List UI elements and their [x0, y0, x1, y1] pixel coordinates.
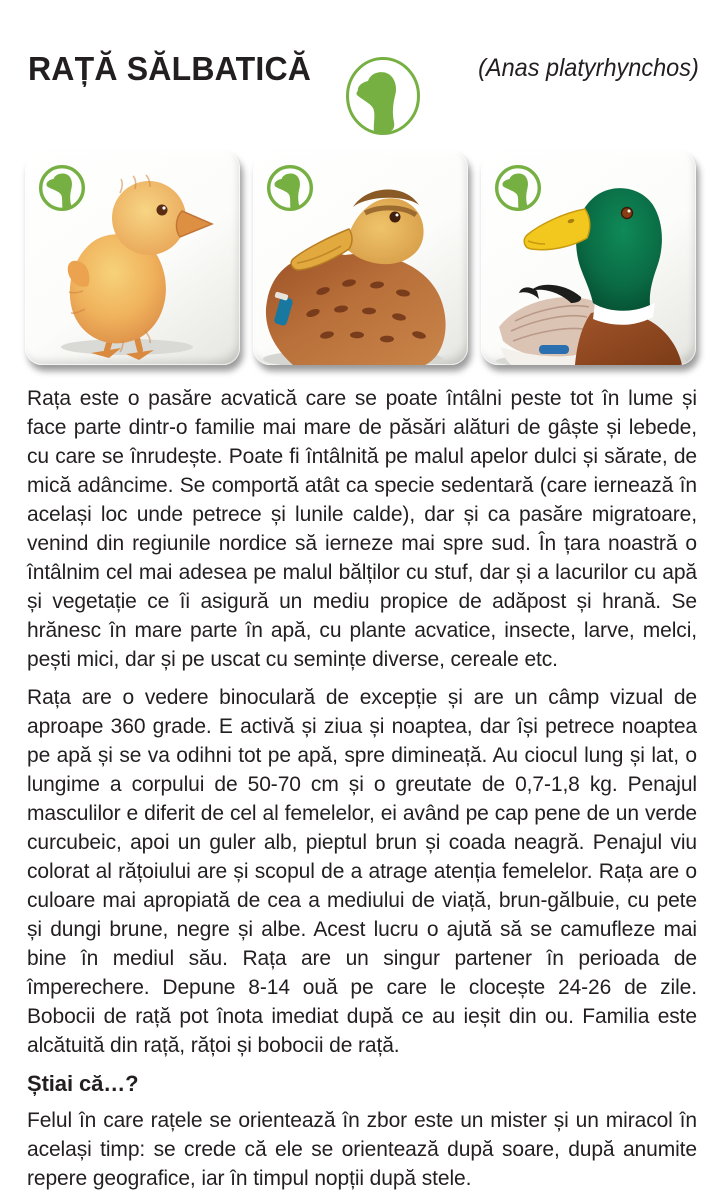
- duck-head-icon: [493, 163, 543, 213]
- did-you-know-heading: Știai că…?: [27, 1071, 139, 1096]
- body-paragraph: Rața este o pasăre acvatică care se poate întâlni peste tot în lume și face parte dintr-o familie mai mare de păsări alături de gâște și lebede, cu care se înrudește. Poate fi întâlnită pe malul apelor dulci și sărate, de mică adâncime. Se comportă atât ca specie sedentară (care iernează în același loc unde petrece și lunile calde), dar și ca pasăre migratoare, venind din regiunile nordice să ierneze mai spre sud. În țara noastră o întâlnim cel mai adesea pe malul bălților cu stuf, dar și a lacurilor cu apă și vegetație ce îi asigură un mediu propice de adăpost și hrană. Se hrănesc în mare parte în apă, cu plante acvatice, insecte, larve, melci, pești mici, dar și pe uscat cu semințe diverse, cereale etc.: [27, 387, 697, 671]
- card-duckling: [25, 151, 240, 365]
- picture-card-row: [25, 151, 696, 365]
- latin-name: (Anas platyrhynchos): [478, 54, 699, 82]
- body-paragraph: Rața are o vedere binoculară de excepție și are un câmp vizual de aproape 360 grade. E activă și ziua și noaptea, dar își petrece noaptea pe apă și se va odihni tot pe apă, spre dimineață. Au ciocul lung și lat, o lungime a corpului de 50-70 cm și o greutate de 0,7-1,8 kg. Penajul masculilor e diferit de cel al femelelor, ei având pe cap pene de un verde curcubeic, apoi un guler alb, pieptul brun și coada neagră. Penajul viu colorat al rățoiului are și scopul de a atrage atenția femelelor. Rața are o culoare mai apropiată de cea a mediului de viață, brun-gălbuie, cu pete și dungi brune, negre și albe. Acest lucru o ajută să se camufleze mai bine în mediul său. Rața are un singur partener în perioada de împerechere. Depune 8-14 ouă pe care le clocește 24-26 de zile. Bobocii de rață pot înota imediat după ce au ieșit din ou. Familia este alcătuită din rață, rățoi și bobocii de rață.: [27, 686, 697, 1057]
- card-female-duck: [253, 151, 468, 365]
- page-title: RAȚĂ SĂLBATICĂ: [28, 50, 312, 87]
- duck-head-icon: [265, 163, 315, 213]
- card-male-duck: [481, 151, 696, 365]
- duck-head-icon: [37, 163, 87, 213]
- article-body: [27, 384, 697, 1200]
- duck-head-icon: [344, 56, 422, 136]
- did-you-know-paragraph: Felul în care rațele se orientează în zbor este un mister și un miracol în același timp: se crede că ele se orientează după soare, după anumite repere geografice, iar în timpul nopții după stele.: [27, 1109, 697, 1190]
